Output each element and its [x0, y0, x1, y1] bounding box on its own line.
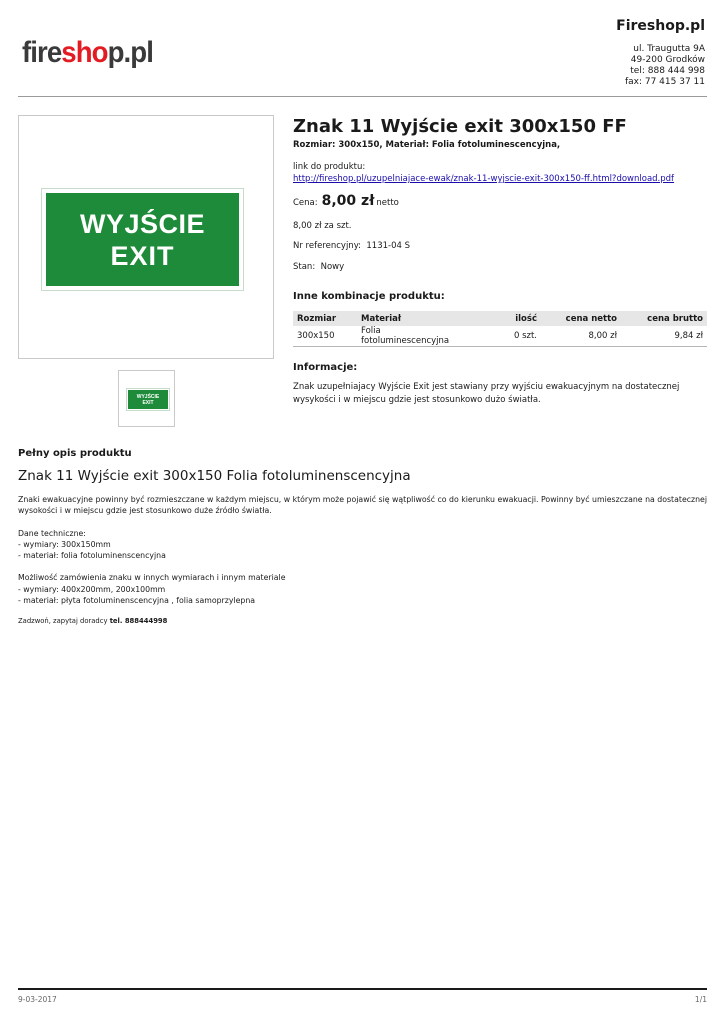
state-value: Nowy [320, 262, 345, 272]
price-value: 8,00 zł [321, 193, 375, 209]
reference-value: 1131-04 S [366, 241, 410, 251]
cell-material: Folia fotoluminescencyjna [357, 326, 473, 347]
cell-quantity: 0 szt. [473, 326, 541, 347]
other-options-heading: Możliwość zamówienia znaku w innych wymiarach i innym materiale [18, 573, 286, 583]
tech-data-heading: Dane techniczne: [18, 528, 86, 538]
footer-date: 9-03-2017 [18, 995, 57, 1004]
header-divider [18, 96, 707, 97]
price-label: Cena: [293, 198, 318, 208]
information-heading: Informacje: [293, 362, 358, 373]
column-header-gross-price: cena brutto [621, 311, 707, 326]
column-header-net-price: cena netto [541, 311, 621, 326]
reference-number [293, 241, 410, 251]
cell-size: 300x150 [293, 326, 357, 347]
product-attributes: Rozmiar: 300x150, Materiał: Folia fotoluminescencyjna, [293, 140, 561, 150]
table-row [293, 326, 707, 347]
other-options-line: - wymiary: 400x200mm, 200x100mm [18, 584, 166, 594]
cell-net-price: 8,00 zł [541, 326, 621, 347]
product-link[interactable]: http://fireshop.pl/uzupelniajace-ewak/znak-11-wyjscie-exit-300x150-ff.html?download.pdf [293, 174, 675, 184]
product-main-image[interactable] [18, 115, 274, 359]
exit-sign-panel [46, 193, 239, 286]
combinations-table [293, 311, 707, 347]
price-line [293, 193, 399, 209]
other-options-line: - materiał: płyta fotoluminenscencyjna , folia samoprzylepna [18, 596, 256, 606]
cell-gross-price: 9,84 zł [621, 326, 707, 347]
state-label: Stan: [293, 262, 316, 272]
tech-data-line: - materiał: folia fotoluminenscencyjna [18, 551, 166, 561]
price-suffix: netto [376, 198, 399, 208]
reference-label: Nr referencyjny: [293, 241, 361, 251]
full-description-body [18, 494, 708, 606]
column-header-material: Materiał [357, 311, 473, 326]
shop-address [625, 44, 705, 88]
information-text: Znak uzupełniajacy Wyjście Exit jest stawiany przy wyjściu ewakuacyjnym na dostatecznej wysykości i w miejscu gdzie jest stosunkowo dużo światła. [293, 382, 680, 405]
unit-price: 8,00 zł za szt. [293, 221, 352, 231]
fireshop-logo [22, 36, 153, 70]
logo-text-sho: sho [61, 36, 108, 69]
column-header-quantity: ilość [473, 311, 541, 326]
address-city: 49-200 Grodków [630, 55, 705, 65]
address-phone: tel: 888 444 998 [630, 66, 705, 76]
full-description-title: Znak 11 Wyjście exit 300x150 Folia fotoluminenscencyjna [18, 468, 411, 484]
product-title: Znak 11 Wyjście exit 300x150 FF [293, 116, 627, 137]
call-advisor [18, 617, 167, 625]
product-state [293, 262, 344, 272]
footer-divider [18, 988, 707, 990]
thumbnail-sign-line2: EXIT [142, 399, 154, 406]
logo-text-ppl: p.pl [107, 36, 153, 69]
call-advisor-text: Zadzwoń, zapytaj doradcy [18, 617, 108, 625]
column-header-size: Rozmiar [293, 311, 357, 326]
exit-sign-image [41, 188, 244, 291]
thumbnail-sign-panel [128, 390, 168, 409]
tech-data-line: - wymiary: 300x150mm [18, 539, 111, 549]
footer-page-number: 1/1 [694, 995, 707, 1004]
thumbnail-sign-line1: WYJŚCIE [136, 393, 160, 400]
sign-text-line1: WYJŚCIE [79, 208, 206, 239]
product-link-label: link do produktu: [293, 162, 366, 172]
thumbnail-sign-image [126, 388, 170, 411]
full-description-heading: Pełny opis produktu [18, 448, 132, 459]
description-paragraph: Znaki ewakuacyjne powinny być rozmieszczane w każdym miejscu, w którym może pojawić się wątpliwość co do kierunku ewakuacji. Powinny być umieszczane na dostatecznej wysokości i w miejscu gdzie jest stosunkowo duże źródło światła. [18, 495, 708, 516]
call-advisor-phone: tel. 888444998 [109, 617, 168, 625]
address-fax: fax: 77 415 37 11 [624, 77, 705, 87]
combinations-heading: Inne kombinacje produktu: [293, 291, 445, 302]
sign-text-line2: EXIT [110, 240, 175, 271]
address-street: ul. Traugutta 9A [633, 44, 705, 54]
product-thumbnail[interactable] [118, 370, 175, 427]
logo-text-fire: fire [22, 36, 62, 69]
combinations-header-row [293, 311, 707, 326]
brand-name: Fireshop.pl [616, 18, 705, 34]
